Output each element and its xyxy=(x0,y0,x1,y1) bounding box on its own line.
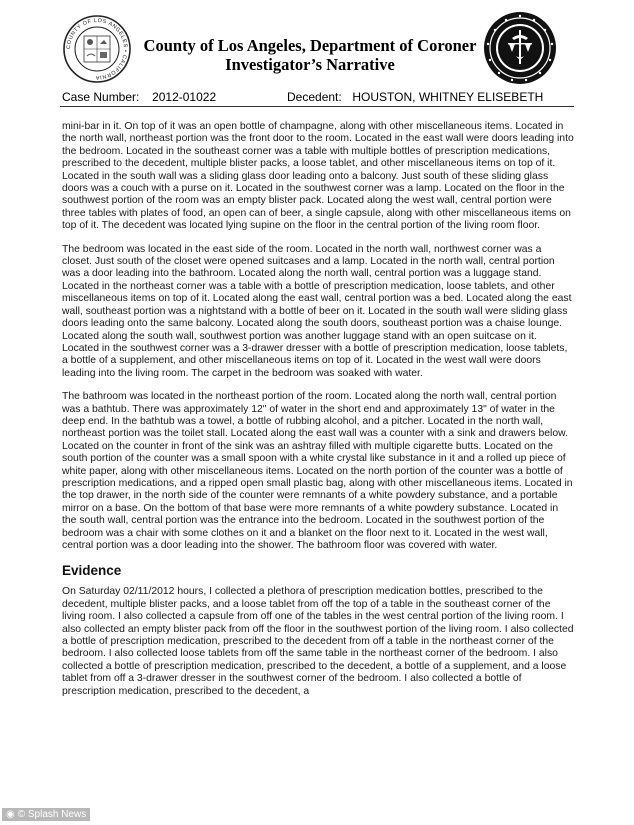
paragraph-living-room: mini-bar in it. On top of it was an open bottle of champagne, along with other miscellaneous items. Located in the north wall, northeast portion was the front door to the room. Located in the east wall were doors leading into the bedroom. Located in the southeast corner was a table with multiple bottles of prescription medications, prescribed to the decedent, multiple blister packs, a loose tablet, and other miscellaneous items on top of it. Located in the south wall was a sliding glass door leading onto a balcony. Just south of these sliding glass doors was a couch with a purse on it. Located in the southwest corner was a lamp. Located on the floor in the southwest portion of the room was an empty blister pack. Located along the west wall, central portion were three tables with plates of food, an open can of beer, a single capsule, along with other miscellaneous items on top of it. The decedent was located lying supine on the floor in the central portion of the living room floor. xyxy=(62,121,574,232)
camera-icon: ◉ xyxy=(6,809,15,820)
decedent xyxy=(287,90,543,104)
paragraph-evidence: On Saturday 02/11/2012 hours, I collected a plethora of prescription medication bottles, prescribed to the decedent, multiple blister packs, and a loose tablet from off the top of a table in the southeast corner of the living room. I also collected a capsule from off one of the tables in the west central portion of the living room. I also collected an empty blister pack from off the floor in the southwest portion of the living room. I also collected a bottle of prescription medication, prescribed to the decedent from off a table in the northeast corner of the bedroom. I also collected loose tablets from off the same table in the northeast corner of the bedroom. I also collected a bottle of prescription medication, prescribed to the decedent, a bottle of a supplement, and a loose tablet from off a 3-drawer dresser in the southwest corner of the bedroom. I also collected a bottle of prescription medication, prescribed to the decedent, a xyxy=(62,586,574,697)
narrative-body xyxy=(62,121,574,709)
coroner-seal-icon xyxy=(482,10,558,86)
evidence-heading: Evidence xyxy=(62,563,122,579)
decedent-label: Decedent: xyxy=(287,90,342,104)
watermark xyxy=(2,808,90,821)
title-line-1: County of Los Angeles, Department of Coroner xyxy=(143,36,477,55)
header-divider xyxy=(60,106,574,107)
paragraph-bedroom: The bedroom was located in the east side of the room. Located in the north wall, northwest corner was a closet. Just south of the closet were opened suitcases and a lamp. Located in the north wall, central portion was a door leading into the bathroom. Located along the north wall, central portion was a luggage stand. Located in the northeast corner was a table with a bottle of prescription medication, loose tablets, and other miscellaneous items on top of it. Located along the east wall, central portion was a bed. Located along the east wall, southeast portion was a nightstand with a bottle of beer on it. Located in the south wall were sliding glass doors leading onto the same balcony. Located along the south doors, southeast portion was a chaise lounge. Located along the south wall, southwest portion was another luggage stand with an open suitcase on it. Located in the southwest corner was a 3-drawer dresser with a bottle of prescription medication, loose tablets, a bottle of a supplement, and other miscellaneous items on top of it. Located in the west wall were doors leading into the living room. The carpet in the bedroom was soaked with water. xyxy=(62,243,572,379)
watermark-text: © Splash News xyxy=(17,809,87,820)
case-number-value: 2012-01022 xyxy=(152,90,217,104)
case-number xyxy=(62,90,216,104)
document-title xyxy=(140,36,480,74)
title-line-2: Investigator’s Narrative xyxy=(225,55,395,74)
seal-text: COUNTY OF LOS ANGELES • CALIFORNIA xyxy=(65,17,129,81)
county-seal-icon xyxy=(62,14,132,84)
decedent-value: HOUSTON, WHITNEY ELISEBETH xyxy=(352,90,544,104)
case-number-label: Case Number: xyxy=(62,90,140,104)
paragraph-bathroom: The bathroom was located in the northeast portion of the room. Located along the north wall, central portion was a bathtub. There was approximately 12" of water in the short end and approximately 13" of water in the deep end. In the bathtub was a towel, a bottle of rubbing alcohol, and a pitcher. Located in the north wall, northeast portion was the toilet stall. Located along the east wall was a counter with a sink and drawers below. Located on the counter in front of the sink was an ashtray filled with multiple cigarette butts. Located on the south portion of the counter was a small spoon with a white crystal like substance in it and a rolled up piece of white paper, along with other miscellaneous items. Located on the north portion of the counter was a bottle of prescription medications, and a ripped open small plastic bag, along with other miscellaneous items. Located in the top drawer, in the north side of the counter were remnants of a white powdery substance, and a portable mirror on a base. On the bottom of that base were more remnants of a white powdery substance. Located in the south wall, central portion was the entrance into the bedroom. Located in the southwest portion of the bedroom was a chair with some clothes on it and a blanket on the floor next to it. Located in the west wall, central portion was a door leading into the shower. The bathroom floor was covered with water. xyxy=(62,391,573,551)
